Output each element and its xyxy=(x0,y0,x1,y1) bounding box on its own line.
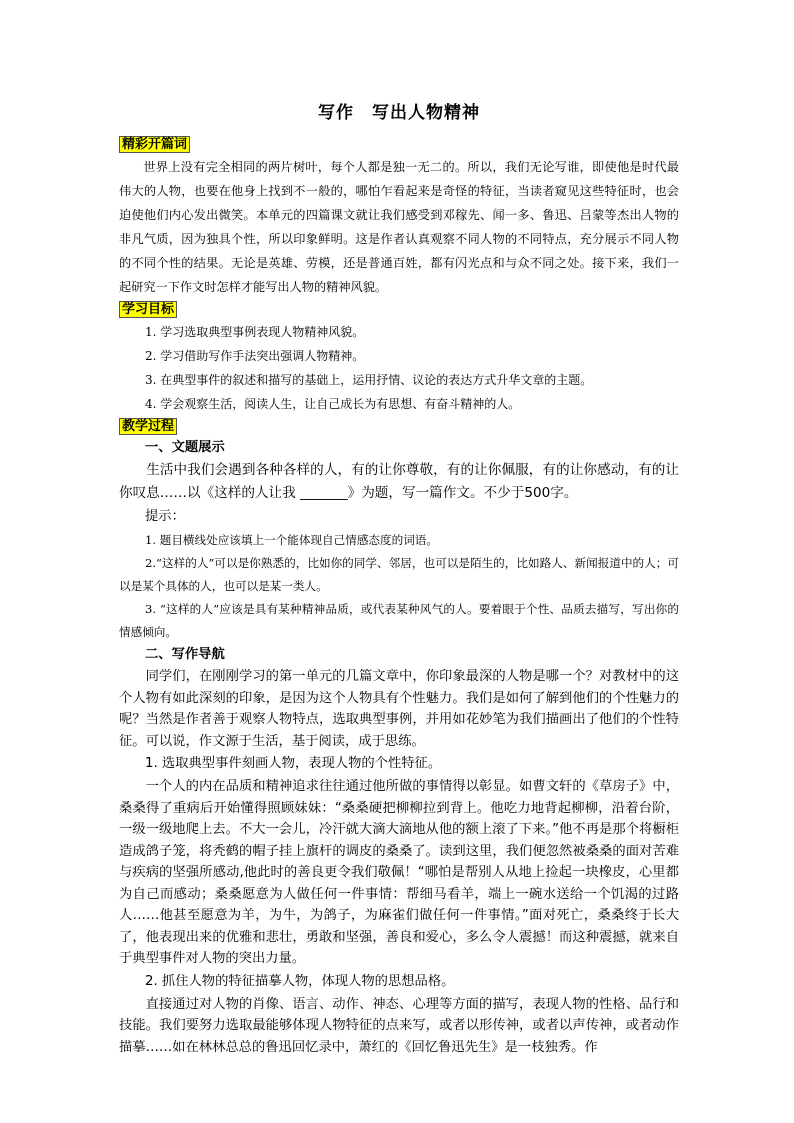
guide-point-2: 2. 抓住人物的特征描摹人物，体现人物的思想品格。 xyxy=(145,973,455,989)
hint-item: 2.“这样的人”可以是你熟悉的，比如你的同学、邻居，也可以是陌生的，比如路人、新闻报道中的人；可以是某个具体的人，也可以是某一类人。 xyxy=(119,556,679,593)
guide-paragraph: 同学们，在刚刚学习的第一单元的几篇文章中，你印象最深的人物是哪一个？对教材中的这个人物有如此深刻的印象，是因为这个人物具有个性魅力。我们是如何了解到他们的个性魅力的呢？当然是作者善于观察人物特点，选取典型事例，并用如花妙笔为我们描画出了他们的个性特征。可以说，作文源于生活，基于阅读，成于思练。 xyxy=(119,669,679,749)
process-section xyxy=(119,416,679,1058)
guide-paragraph: 一个人的内在品质和精神追求往往通过他所做的事情得以彰显。如曹文轩的《草房子》中，桑桑得了重病后开始懂得照顾妹妹：“桑桑硬把柳柳拉到背上。他吃力地背起柳柳，沿着台阶，一级一级地爬上去。不大一会儿，冷汗就大滴大滴地从他的额上滚了下来。”他不再是那个将橱柜造成鸽子笼，将秃鹤的帽子挂上旗杆的调皮的桑桑了。读到这里，我们便忽然被桑桑的面对苦难与疾病的坚强所感动,他此时的善良更令我们敬佩！“哪怕是帮别人从地上捡起一块橡皮，心里都为自己而感动；桑桑愿意为人做任何一件事情：帮细马看羊，端上一碗水送给一个饥渴的过路人……他甚至愿意为羊，为牛，为鸽子，为麻雀们做任何一件事情。”面对死亡，桑桑终于长大了，他表现出来的优雅和悲壮，勇敢和坚强，善良和爱心，多么令人震撼！而这种震撼，就来自于典型事件对人物的突出力量。 xyxy=(119,779,679,966)
section2-heading: 二、写作导航 xyxy=(145,647,225,662)
writing-prompt: 生活中我们会遇到各种各样的人，有的让你尊敬，有的让你佩服，有的让你感动，有的让你叹息……以《这样的人让我 _______》为题，写一篇作文。不少于500字。 xyxy=(119,462,679,501)
intro-label: 精彩开篇词 xyxy=(119,136,190,153)
page-title: 写作 写出人物精神 xyxy=(318,103,480,123)
process-label: 教学过程 xyxy=(119,418,177,435)
intro-section xyxy=(119,134,679,299)
guide-paragraph: 直接通过对人物的肖像、语言、动作、神态、心理等方面的描写，表现人物的性格、品行和技能。我们要努力选取最能够体现人物特征的点来写，或者以形传神，或者以声传神，或者动作描摹……如在林林总总的鲁迅回忆录中，萧红的《回忆鲁迅先生》是一枝独秀。作 xyxy=(119,996,679,1055)
goal-item: 4. 学会观察生活，阅读人生，让自己成长为有思想、有奋斗精神的人。 xyxy=(145,397,521,411)
hint-item: 1. 题目横线处应该填上一个能体现自己情感态度的词语。 xyxy=(145,533,438,547)
intro-paragraph: 世界上没有完全相同的两片树叶，每个人都是独一无二的。所以，我们无论写谁，即使他是时代最伟大的人物，也要在他身上找到不一般的，哪怕乍看起来是奇怪的特征，当读者窥见这些特征时，也会迫使他们内心发出微笑。本单元的四篇课文就让我们感受到邓稼先、闻一多、鲁迅、吕蒙等杰出人物的非凡气质，因为独具个性，所以印象鲜明。这是作者认真观察不同人物的不同特点，充分展示不同人物的不同个性的结果。无论是英雄、劳模，还是普通百姓，都有闪光点和与众不同之处。接下来，我们一起研究一下作文时怎样才能写出人物的精神风貌。 xyxy=(119,160,679,294)
goal-item: 3. 在典型事件的叙述和描写的基础上，运用抒情、议论的表达方式升华文章的主题。 xyxy=(145,373,593,387)
document-page xyxy=(119,100,679,1058)
hint-item: 3. “这样的人”应该是具有某种精神品质，或代表某种风气的人。要着眼于个性、品质去描写，写出你的情感倾向。 xyxy=(119,602,679,639)
hint-label: 提示： xyxy=(145,509,185,524)
section1-heading: 一、文题展示 xyxy=(145,440,225,455)
goals-section xyxy=(119,299,679,416)
goal-item: 1. 学习选取典型事例表现人物精神风貌。 xyxy=(145,325,365,339)
goals-label: 学习目标 xyxy=(119,301,177,318)
guide-point-1: 1. 选取典型事件刻画人物，表现人物的个性特征。 xyxy=(145,756,442,771)
goal-item: 2. 学习借助写作手法突出强调人物精神。 xyxy=(145,349,365,363)
